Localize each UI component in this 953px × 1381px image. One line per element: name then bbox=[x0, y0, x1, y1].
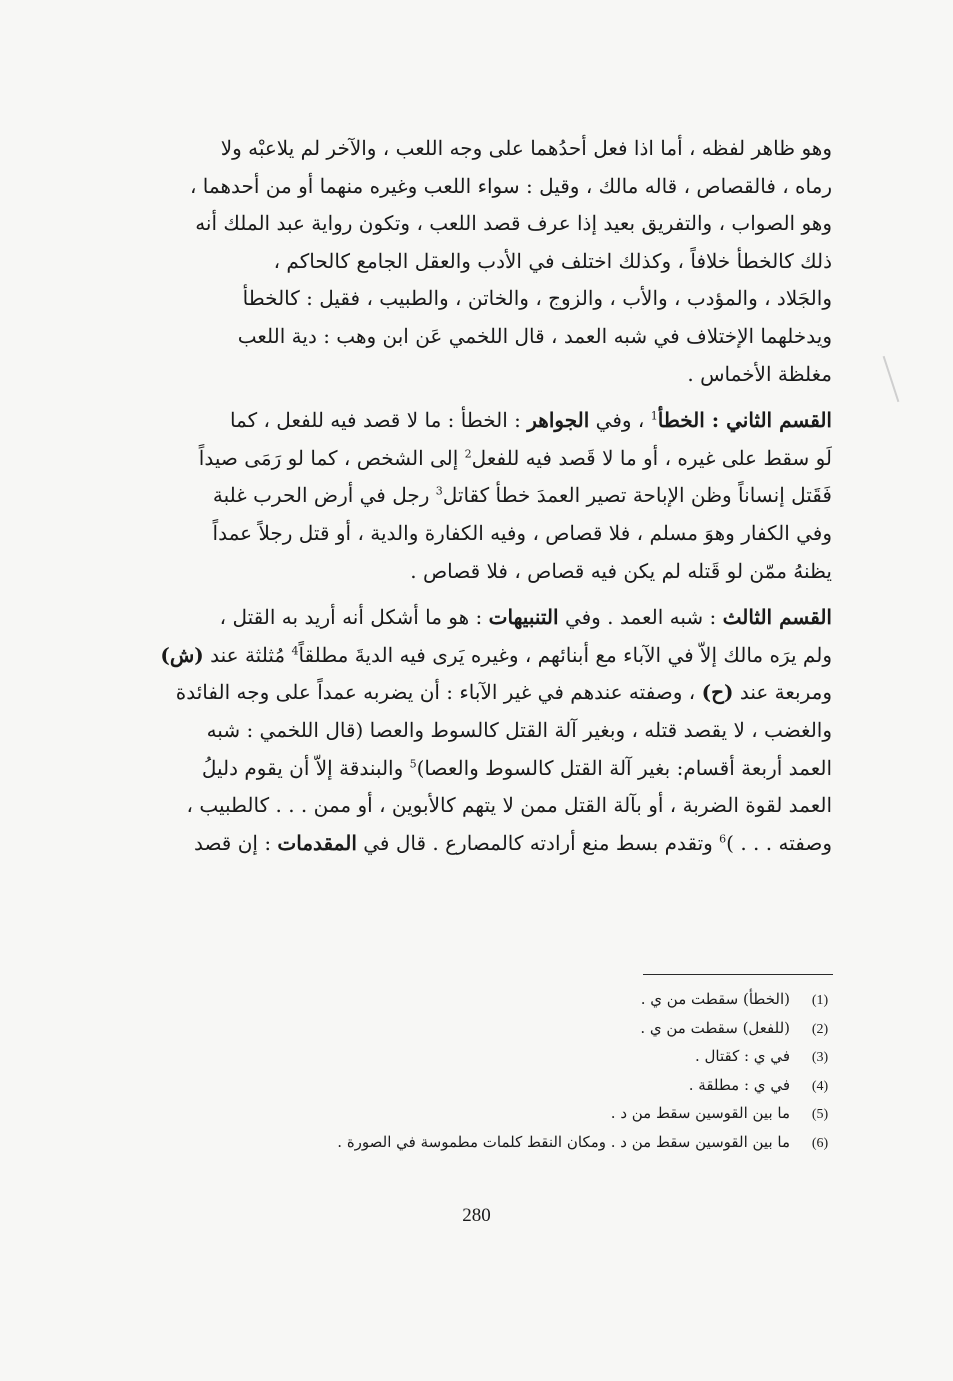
school-symbol: (ش) bbox=[160, 642, 204, 667]
text-line bbox=[150, 440, 832, 478]
text-line: العمد لقوة الضربة ، أو بآلة القتل ممن لا يتهم كالأبوين ، أو ممن . . . كالطبيب ، bbox=[186, 793, 832, 818]
footnote-text: (الخطأ) سقطت من ي . bbox=[640, 990, 790, 1008]
text-span: فَقَتل إنساناً وظن الإباحة تصير العمدَ خطأ كقاتل bbox=[442, 483, 832, 508]
footnote-text: في ي : كقتال . bbox=[694, 1047, 790, 1065]
text-span: إلى الشخص ، كما لو رَمَى صيداً bbox=[198, 445, 459, 470]
section-heading: القسم الثاني : الخطأ bbox=[657, 408, 832, 433]
main-text bbox=[150, 130, 832, 862]
text-span: لَو سقط على غيره ، أو ما لا قَصد فيه للفعل bbox=[471, 445, 832, 470]
text-span: مُثلثة عند bbox=[210, 642, 286, 667]
footnote-item bbox=[150, 1100, 840, 1129]
text-line: ويدخلهما الإختلاف في شبه العمد ، قال اللخمي عَن ابن وهب : دية اللعب bbox=[237, 323, 832, 348]
text-span: العمد أربعة أقسام: بغير آلة القتل كالسوط والعصا) bbox=[416, 755, 832, 780]
footnote-ref: 5 bbox=[409, 756, 417, 770]
text-line bbox=[150, 750, 832, 788]
text-line: والغضب ، لا يقصد قتله ، وبغير آلة القتل كالسوط والعصا (قال اللخمي : شبه bbox=[206, 717, 832, 742]
footnote-ref: 3 bbox=[435, 484, 443, 498]
footnote-text: ما بين القوسين سقط من د . ومكان النقط كلمات مطموسة في الصورة . bbox=[337, 1132, 790, 1151]
text-span: ، وفي bbox=[595, 408, 645, 433]
footnote-number: (2) bbox=[811, 1021, 829, 1037]
text-line: مغلظة الأخماس . bbox=[687, 361, 832, 386]
text-line bbox=[150, 402, 832, 440]
paragraph-gap bbox=[150, 393, 832, 402]
school-symbol: (ح) bbox=[701, 680, 734, 705]
text-span: : شبه العمد . وفي bbox=[564, 605, 717, 630]
text-line: وفي الكفار وهوَ مسلم ، فلا قصاص ، وفيه الكفارة والدية ، أو قتل رجلاً عمداً bbox=[212, 520, 832, 545]
footnotes bbox=[150, 986, 840, 1157]
paragraph-gap bbox=[150, 590, 832, 599]
footnote-number: (1) bbox=[811, 993, 829, 1008]
text-span: رجل في أرض الحرب غلبة bbox=[212, 483, 430, 508]
text-line bbox=[150, 825, 832, 863]
text-line: وهو ظاهر لفظه ، أما اذا فعل أحدُهما على وجه اللعب ، والآخر لم يلاعبْه ولا bbox=[220, 136, 832, 160]
footnote-number: (5) bbox=[811, 1107, 829, 1122]
text-span: : إن قصد bbox=[193, 830, 272, 855]
text-line bbox=[150, 477, 832, 515]
source-name: الجواهر bbox=[527, 408, 590, 433]
text-line: ذلك كالخطأ خلافاً ، وكذلك اختلف في الأدب والعقل الجامع كالحاكم ، bbox=[273, 248, 832, 273]
footnote-ref: 1 bbox=[650, 409, 658, 423]
footnote-ref: 4 bbox=[291, 644, 299, 658]
text-span: والبندقة إلاّ أن يقوم دليلُ bbox=[201, 755, 404, 780]
text-line bbox=[150, 637, 832, 675]
footnote-number: (6) bbox=[811, 1135, 829, 1151]
text-span: وتقدم بسط منع أرادته كالمصارع . قال في bbox=[363, 830, 713, 855]
footnote-ref: 2 bbox=[464, 447, 472, 461]
text-span: ولم يرَه مالك إلاّ في الآباء مع أبنائهم ، وغيره يَرى فيه الديةَ مطلقاً bbox=[298, 642, 832, 667]
source-name: التنبيهات bbox=[488, 605, 559, 630]
footnote-ref: 6 bbox=[719, 832, 727, 846]
text-line bbox=[150, 599, 832, 637]
text-span: ومربعة عند bbox=[739, 680, 832, 705]
text-span: وصفته . . . ) bbox=[726, 830, 832, 855]
source-name: المقدمات bbox=[277, 830, 357, 855]
text-line bbox=[150, 674, 832, 712]
section-heading: القسم الثالث bbox=[722, 605, 832, 630]
footnote-item bbox=[150, 1043, 840, 1072]
text-line: والجَلاد ، والمؤدب ، والأب ، والزوج ، والخاتن ، والطبيب ، فقيل : كالخطأ bbox=[242, 286, 832, 311]
text-span: ، وصفته عندهم في غير الآباء : أن يضربه عمداً على وجه الفائدة bbox=[175, 680, 696, 705]
text-line: رماه ، فالقصاص ، قاله مالك ، وقيل : سواء اللعب وغيره منهما أو من أحدهما ، bbox=[189, 173, 832, 198]
footnote-text: في ي : مطلقة . bbox=[688, 1075, 790, 1094]
footnote-number: (4) bbox=[811, 1078, 829, 1094]
footnote-item bbox=[150, 1072, 840, 1101]
text-span: : الخطأ : ما لا قصد فيه للفعل ، كما bbox=[229, 408, 521, 433]
footnote-divider bbox=[643, 974, 833, 975]
text-line: يظنهُ ممّن لو قَتله لم يكن فيه قصاص ، فلا قصاص . bbox=[410, 558, 832, 583]
footnote-text: ما بين القوسين سقط من د . bbox=[610, 1104, 790, 1122]
footnote-item bbox=[150, 986, 840, 1015]
footnote-item bbox=[150, 1015, 840, 1044]
footnote-text: (للفعل) سقطت من ي . bbox=[640, 1018, 790, 1037]
footnote-number: (3) bbox=[811, 1050, 829, 1065]
page-number: 280 bbox=[462, 1205, 491, 1226]
text-line: وهو الصواب ، والتفريق بعيد إذا عرف قصد اللعب ، وتكون رواية عبد الملك أنه bbox=[195, 211, 832, 236]
footnote-item bbox=[150, 1129, 840, 1158]
margin-pencil-mark bbox=[883, 356, 900, 402]
text-span: : هو ما أشكل أنه أريد به القتل ، bbox=[219, 605, 483, 630]
